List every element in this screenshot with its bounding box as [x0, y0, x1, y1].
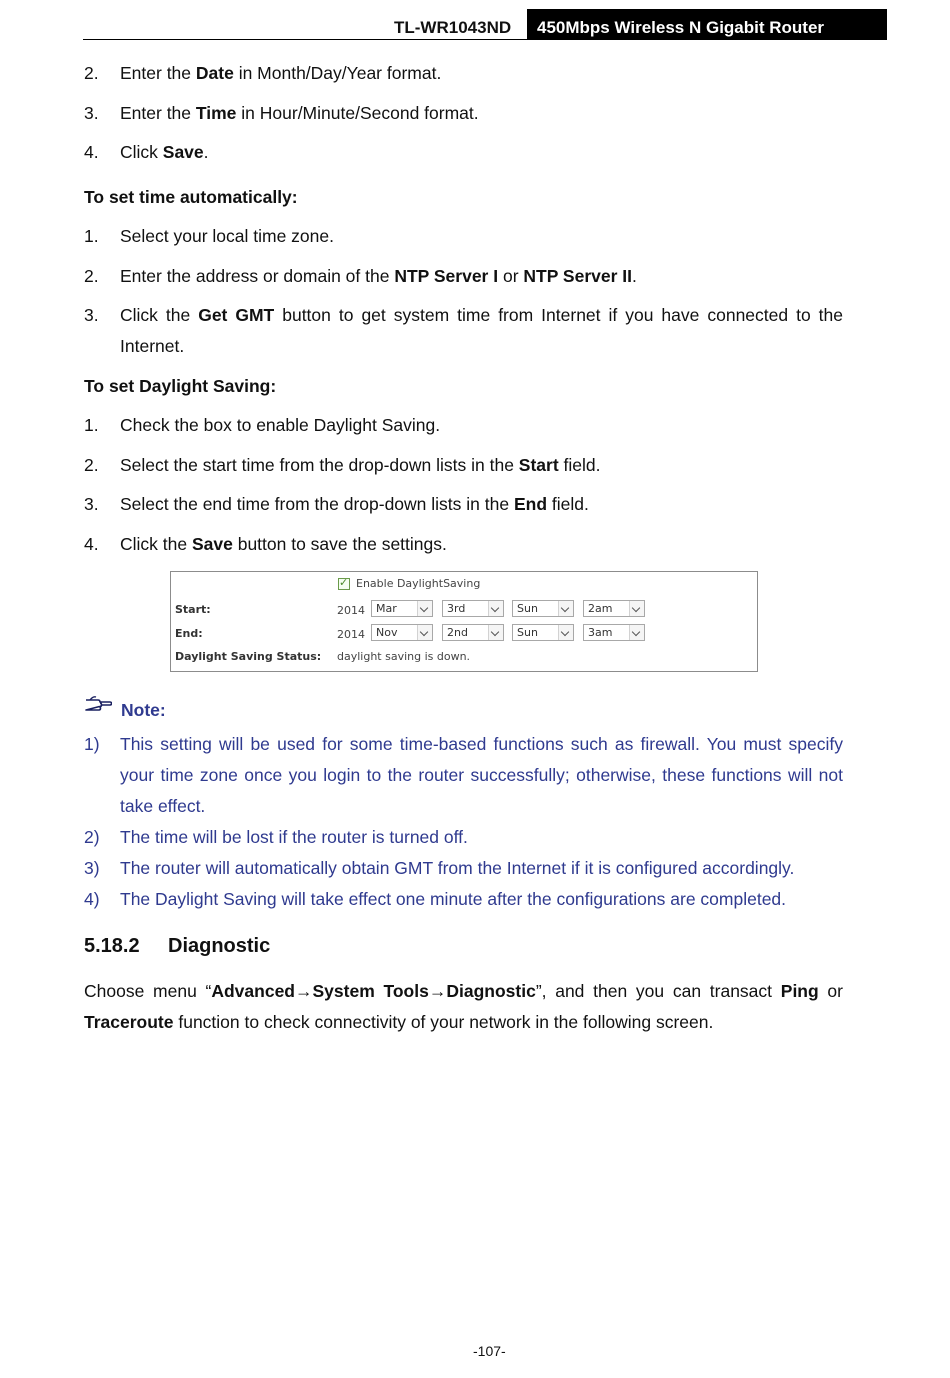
- start-label: Start:: [175, 603, 211, 616]
- step-text: Click Save.: [120, 142, 209, 162]
- end-year: 2014: [337, 628, 365, 641]
- step-text: Select the start time from the drop-down lists in the Start field.: [120, 455, 601, 475]
- page-number: -107-: [473, 1343, 506, 1359]
- note-text: This setting will be used for some time-based functions such as firewall. You must specify: [120, 734, 843, 754]
- end-week-select[interactable]: 2nd: [442, 624, 504, 641]
- step-number: 2.: [84, 63, 99, 83]
- arrow-icon: →: [428, 981, 447, 1001]
- step-text: Enter the address or domain of the NTP Server I or NTP Server II.: [120, 266, 637, 286]
- end-hour-select[interactable]: 3am: [583, 624, 645, 641]
- chevron-down-icon: [417, 601, 432, 616]
- chevron-down-icon: [558, 625, 573, 640]
- start-day-select[interactable]: Sun: [512, 600, 574, 617]
- header-product: 450Mbps Wireless N Gigabit Router: [527, 9, 887, 40]
- chevron-down-icon: [417, 625, 432, 640]
- note-title: Note:: [121, 700, 166, 720]
- step-number: 2.: [84, 455, 99, 475]
- start-week-select[interactable]: 3rd: [442, 600, 504, 617]
- step-text: Enter the Time in Hour/Minute/Second format.: [120, 103, 479, 123]
- header-rule: [83, 39, 887, 40]
- section-paragraph: Choose menu “Advanced→System Tools→Diagnostic”, and then you can transact Ping or: [84, 981, 843, 1001]
- step-number: 4.: [84, 142, 99, 162]
- step-number: 2.: [84, 266, 99, 286]
- note-text: The Daylight Saving will take effect one minute after the configurations are completed.: [120, 889, 787, 909]
- note-text: The time will be lost if the router is turned off.: [120, 827, 468, 847]
- start-hour-select[interactable]: 2am: [583, 600, 645, 617]
- auto-heading: To set time automatically:: [84, 187, 298, 207]
- chevron-down-icon: [629, 625, 644, 640]
- step-text: Check the box to enable Daylight Saving.: [120, 415, 441, 435]
- start-month-select[interactable]: Mar: [371, 600, 433, 617]
- note-number: 2): [84, 827, 100, 847]
- note-text: take effect.: [120, 796, 206, 816]
- step-number: 3.: [84, 103, 99, 123]
- dst-heading: To set Daylight Saving:: [84, 376, 277, 396]
- pointing-hand-icon: [84, 694, 112, 712]
- step-number: 3.: [84, 305, 99, 325]
- daylight-saving-screenshot: [170, 571, 758, 672]
- header-model: TL-WR1043ND: [394, 18, 512, 37]
- section-title: Diagnostic: [168, 935, 271, 957]
- note-number: 4): [84, 889, 100, 909]
- note-number: 1): [84, 734, 100, 754]
- step-text-continued: Internet.: [120, 336, 185, 356]
- end-day-select[interactable]: Sun: [512, 624, 574, 641]
- step-text: Select the end time from the drop-down lists in the End field.: [120, 494, 589, 514]
- step-number: 4.: [84, 534, 99, 554]
- enable-daylight-saving-checkbox[interactable]: [338, 578, 350, 590]
- note-text: The router will automatically obtain GMT from the Internet if it is configured accordingly.: [120, 858, 795, 878]
- step-text: Select your local time zone.: [120, 226, 334, 246]
- step-number: 1.: [84, 226, 99, 246]
- status-label: Daylight Saving Status:: [175, 650, 322, 663]
- start-year: 2014: [337, 604, 365, 617]
- arrow-icon: →: [295, 981, 313, 1001]
- step-text: Click the Save button to save the settings.: [120, 534, 447, 554]
- note-text: your time zone once you login to the router successfully; otherwise, these functions will not: [120, 765, 843, 785]
- step-number: 1.: [84, 415, 99, 435]
- end-month-select[interactable]: Nov: [371, 624, 433, 641]
- step-text: Click the Get GMT button to get system time from Internet if you have connected to the: [120, 305, 843, 325]
- section-number: 5.18.2: [84, 935, 140, 957]
- chevron-down-icon: [558, 601, 573, 616]
- end-label: End:: [175, 627, 203, 640]
- chevron-down-icon: [629, 601, 644, 616]
- status-value: daylight saving is down.: [337, 650, 471, 663]
- section-paragraph-continued: Traceroute function to check connectivity of your network in the following screen.: [84, 1012, 714, 1032]
- note-number: 3): [84, 858, 100, 878]
- chevron-down-icon: [488, 625, 503, 640]
- step-number: 3.: [84, 494, 99, 514]
- chevron-down-icon: [488, 601, 503, 616]
- enable-daylight-saving-label: Enable DaylightSaving: [356, 577, 481, 590]
- step-text: Enter the Date in Month/Day/Year format.: [120, 63, 442, 83]
